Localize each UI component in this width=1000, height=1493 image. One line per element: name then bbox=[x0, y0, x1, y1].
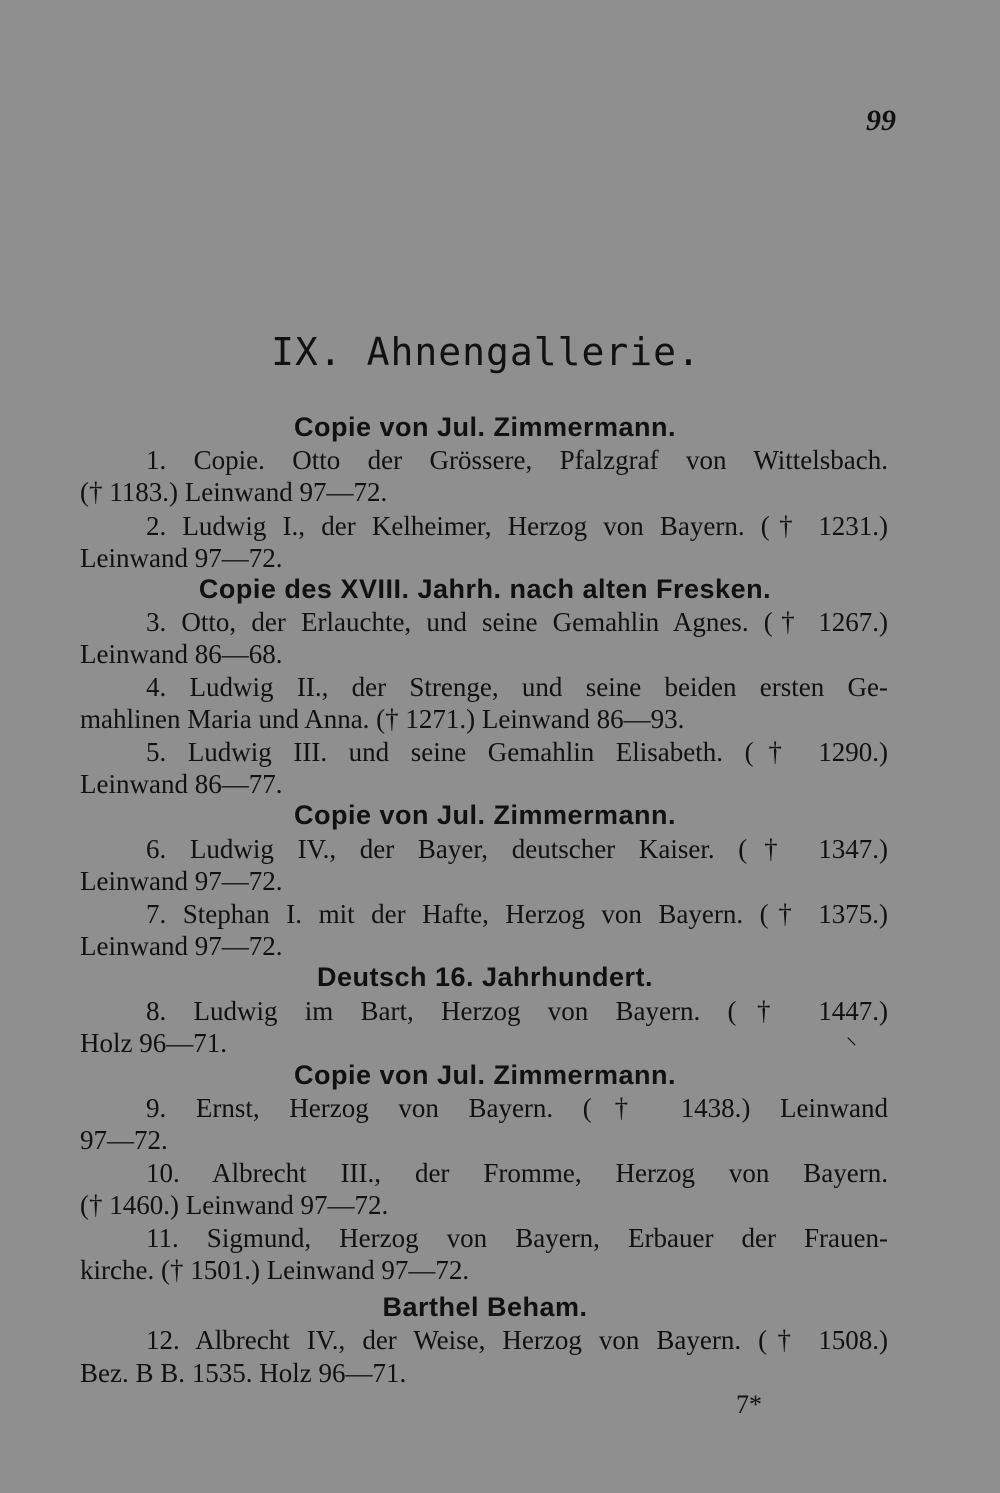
entry-line: 3. Otto, der Erlauchte, und seine Gemahlin Agnes. († 1267.) bbox=[146, 607, 888, 637]
entry-line: Leinwand 86—68. bbox=[80, 639, 283, 669]
section-heading: Copie des XVIII. Jahrh. nach alten Fresken. bbox=[198, 574, 772, 604]
entry-line: Leinwand 97—72. bbox=[80, 866, 283, 896]
section-heading: Deutsch 16. Jahrhundert. bbox=[316, 962, 654, 992]
entry-line: Holz 96—71. bbox=[80, 1028, 227, 1058]
entry-line: Bez. B B. 1535. Holz 96—71. bbox=[80, 1358, 407, 1388]
entry-line: Leinwand 97—72. bbox=[80, 931, 283, 961]
entry-line: kirche. († 1501.) Leinwand 97—72. bbox=[80, 1255, 470, 1285]
entry-line: 11. Sigmund, Herzog von Bayern, Erbauer der Frauen- bbox=[146, 1223, 888, 1253]
section-heading: Copie von Jul. Zimmermann. bbox=[293, 800, 677, 830]
chapter-title: IX. Ahnengallerie. bbox=[271, 330, 701, 374]
entry-line: 8. Ludwig im Bart, Herzog von Bayern. († 1447.) bbox=[146, 996, 888, 1026]
entry-line: 9. Ernst, Herzog von Bayern. († 1438.) Leinwand bbox=[146, 1093, 888, 1123]
entry-line: († 1183.) Leinwand 97—72. bbox=[80, 477, 388, 507]
entry-line: 2. Ludwig I., der Kelheimer, Herzog von Bayern. († 1231.) bbox=[146, 511, 888, 541]
entry-line: 6. Ludwig IV., der Bayer, deutscher Kaiser. († 1347.) bbox=[146, 834, 888, 864]
section-heading: Copie von Jul. Zimmermann. bbox=[293, 412, 677, 442]
entry-line: 1. Copie. Otto der Grössere, Pfalzgraf von Wittelsbach. bbox=[146, 445, 888, 475]
page-number: 99 bbox=[866, 104, 896, 137]
entry-line: 12. Albrecht IV., der Weise, Herzog von Bayern. († 1508.) bbox=[146, 1325, 888, 1355]
entry-line: 10. Albrecht III., der Fromme, Herzog von Bayern. bbox=[146, 1158, 888, 1188]
stray-mark: ⸌ bbox=[846, 1033, 858, 1058]
entry-line: Leinwand 86—77. bbox=[80, 769, 283, 799]
entry-line: († 1460.) Leinwand 97—72. bbox=[80, 1190, 389, 1220]
entry-line: 7. Stephan I. mit der Hafte, Herzog von Bayern. († 1375.) bbox=[146, 899, 888, 929]
entry-line: Leinwand 97—72. bbox=[80, 543, 283, 573]
entry-line: 5. Ludwig III. und seine Gemahlin Elisabeth. († 1290.) bbox=[146, 737, 888, 767]
entry-line: 4. Ludwig II., der Strenge, und seine beiden ersten Ge- bbox=[146, 672, 888, 702]
signature-mark: 7* bbox=[736, 1390, 762, 1419]
entry-line: 97—72. bbox=[80, 1125, 168, 1155]
section-heading: Barthel Beham. bbox=[382, 1292, 588, 1322]
section-heading: Copie von Jul. Zimmermann. bbox=[293, 1060, 677, 1090]
entry-line: mahlinen Maria und Anna. († 1271.) Leinwand 86—93. bbox=[80, 704, 685, 734]
